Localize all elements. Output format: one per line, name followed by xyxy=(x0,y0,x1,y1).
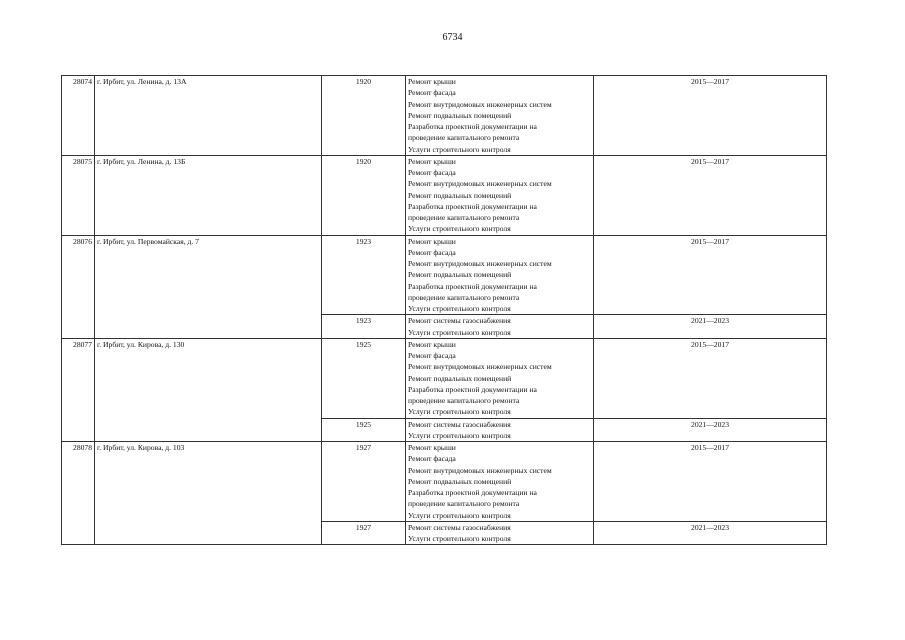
work-item: проведение капитального ремонта xyxy=(408,292,520,302)
work-item: Услуги строительного контроля xyxy=(408,534,511,543)
row-number: 28075 xyxy=(62,155,95,235)
construction-year: 1920 xyxy=(322,76,406,156)
works-list xyxy=(406,521,594,545)
table-row xyxy=(62,155,827,235)
work-item: Услуги строительного контроля xyxy=(408,430,511,440)
work-item: Разработка проектной документации на xyxy=(408,122,537,131)
works-list xyxy=(406,442,594,522)
work-item: Ремонт фасада xyxy=(408,454,456,464)
work-item: Услуги строительного контроля xyxy=(408,224,511,234)
construction-year: 1920 xyxy=(322,155,406,235)
building-address: г. Ирбит, ул. Кирова, д. 130 xyxy=(95,338,322,441)
work-item: Ремонт внутридомовых инженерных систем xyxy=(408,99,552,109)
work-item: Ремонт фасада xyxy=(408,247,456,257)
work-item: Услуги строительного контроля xyxy=(408,144,511,154)
work-item: Ремонт крыши xyxy=(408,156,456,166)
work-item: Ремонт фасада xyxy=(408,351,456,360)
works-list xyxy=(406,418,594,442)
repair-period: 2015—2017 xyxy=(594,338,827,418)
work-item: Ремонт системы газоснабжения xyxy=(408,522,511,532)
work-item: Услуги строительного контроля xyxy=(408,407,511,417)
repair-period: 2015—2017 xyxy=(594,235,827,315)
building-address: г. Ирбит, ул. Ленина, д. 13А xyxy=(95,76,322,156)
row-number: 28076 xyxy=(62,235,95,338)
work-item: Ремонт подвальных помещений xyxy=(408,373,512,383)
page-number: 6734 xyxy=(442,32,463,43)
repair-period: 2021—2023 xyxy=(594,315,827,339)
work-item: Ремонт внутридомовых инженерных систем xyxy=(408,362,552,372)
work-item: проведение капитального ремонта xyxy=(408,213,520,222)
work-item: Разработка проектной документации на xyxy=(408,281,537,291)
work-item: Ремонт фасада xyxy=(408,168,456,177)
repair-period: 2015—2017 xyxy=(594,76,827,156)
construction-year: 1925 xyxy=(322,418,406,442)
work-item: проведение капитального ремонта xyxy=(408,499,520,509)
work-item: Ремонт подвальных помещений xyxy=(408,190,512,200)
repair-schedule-table xyxy=(61,75,827,545)
construction-year: 1927 xyxy=(322,521,406,545)
work-item: Ремонт фасада xyxy=(408,88,456,98)
work-item: Ремонт внутридомовых инженерных систем xyxy=(408,259,552,268)
repair-period: 2015—2017 xyxy=(594,155,827,235)
work-item: Ремонт крыши xyxy=(408,236,456,246)
construction-year: 1925 xyxy=(322,338,406,418)
building-address: г. Ирбит, ул. Кирова, д. 103 xyxy=(95,442,322,545)
work-item: Ремонт внутридомовых инженерных систем xyxy=(408,179,552,189)
work-item: Ремонт подвальных помещений xyxy=(408,110,512,120)
work-item: Ремонт системы газоснабжения xyxy=(408,419,511,429)
work-item: Услуги строительного контроля xyxy=(408,327,511,337)
row-number: 28078 xyxy=(62,442,95,545)
repair-period: 2015—2017 xyxy=(594,442,827,522)
row-number: 28074 xyxy=(62,76,95,156)
work-item: Разработка проектной документации на xyxy=(408,384,537,394)
row-number: 28077 xyxy=(62,338,95,441)
work-item: Услуги строительного контроля xyxy=(408,510,511,520)
work-item: Разработка проектной документации на xyxy=(408,201,537,211)
construction-year: 1927 xyxy=(322,442,406,522)
table-row xyxy=(62,442,827,522)
work-item: Ремонт системы газоснабжения xyxy=(408,316,511,326)
work-item: проведение капитального ремонта xyxy=(408,133,520,143)
table-row xyxy=(62,76,827,156)
construction-year: 1923 xyxy=(322,235,406,315)
work-item: Ремонт крыши xyxy=(408,77,456,86)
work-item: проведение капитального ремонта xyxy=(408,396,520,405)
work-item: Разработка проектной документации на xyxy=(408,488,537,497)
work-item: Ремонт подвальных помещений xyxy=(408,476,512,486)
work-item: Ремонт крыши xyxy=(408,339,456,349)
works-list xyxy=(406,155,594,235)
table-row xyxy=(62,235,827,315)
building-address: г. Ирбит, ул. Первомайская, д. 7 xyxy=(95,235,322,338)
work-item: Ремонт крыши xyxy=(408,443,456,452)
repair-period: 2021—2023 xyxy=(594,418,827,442)
repair-period: 2021—2023 xyxy=(594,521,827,545)
construction-year: 1923 xyxy=(322,315,406,339)
work-item: Ремонт внутридомовых инженерных систем xyxy=(408,465,552,475)
works-list xyxy=(406,235,594,315)
work-item: Ремонт подвальных помещений xyxy=(408,270,512,280)
building-address: г. Ирбит, ул. Ленина, д. 13Б xyxy=(95,155,322,235)
work-item: Услуги строительного контроля xyxy=(408,304,511,313)
table-row xyxy=(62,338,827,418)
works-list xyxy=(406,315,594,339)
works-list xyxy=(406,338,594,418)
works-list xyxy=(406,76,594,156)
